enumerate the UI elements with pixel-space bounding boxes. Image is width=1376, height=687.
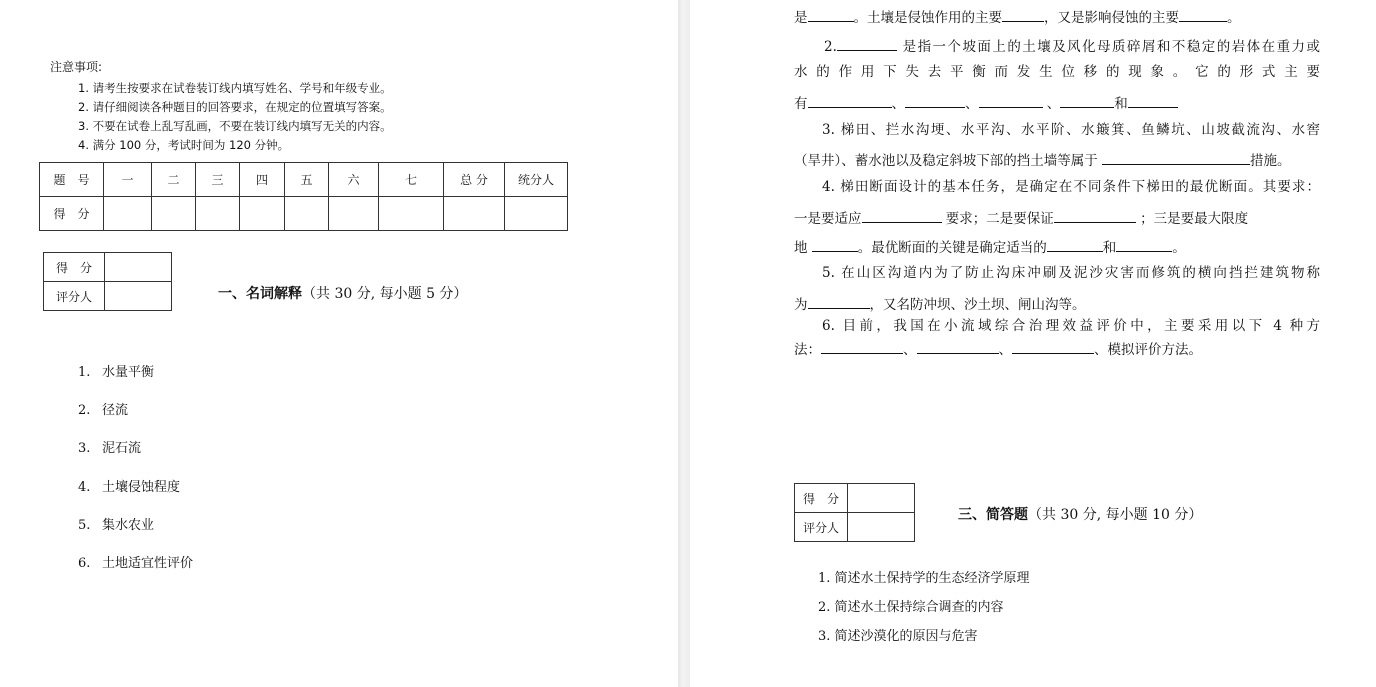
- answer-blank[interactable]: [1047, 239, 1103, 252]
- notes-title: 注意事项:: [50, 60, 103, 74]
- fill-line: 6. 目前，我国在小流域综合治理效益评价中，主要采用以下 4 种方: [822, 318, 1320, 334]
- grader-label: 评分人: [795, 513, 848, 542]
- answer-blank[interactable]: [1002, 9, 1044, 22]
- fill-line: （旱井）、蓄水池以及稳定斜坡下部的挡土墙等属于 措施。: [794, 153, 1291, 169]
- table-cell: 总 分: [444, 163, 505, 197]
- answer-blank[interactable]: [917, 341, 999, 354]
- grader-input-cell[interactable]: [105, 282, 172, 311]
- table-cell: 统分人: [505, 163, 568, 197]
- table-cell: 一: [104, 163, 152, 197]
- fill-line: 5. 在山区沟道内为了防止沟床冲刷及泥沙灾害而修筑的横向挡拦建筑物称: [822, 265, 1320, 281]
- score-input-cell[interactable]: [152, 197, 196, 231]
- fill-line: 有 、 、 、 和: [794, 95, 1320, 112]
- score-input-cell[interactable]: [104, 197, 152, 231]
- score-input-cell[interactable]: [848, 484, 915, 513]
- answer-blank[interactable]: [1179, 9, 1227, 22]
- note-item: 2. 请仔细阅读各种题目的回答要求，在规定的位置填写答案。: [78, 100, 392, 114]
- grader-label: 评分人: [44, 282, 105, 311]
- exam-page-left: [0, 0, 678, 687]
- score-label: 得 分: [795, 484, 848, 513]
- note-item: 4. 满分 100 分，考试时间为 120 分钟。: [78, 138, 290, 152]
- answer-blank[interactable]: [1054, 210, 1136, 223]
- fill-line: 一是要适应 要求；二是要保证 ；三是要最大限度: [794, 211, 1249, 227]
- score-input-cell[interactable]: [285, 197, 329, 231]
- grader-input-cell[interactable]: [848, 513, 915, 542]
- table-cell: 四: [240, 163, 285, 197]
- page-gutter: [678, 0, 690, 687]
- score-table-score-row: [40, 197, 568, 231]
- table-cell: 三: [196, 163, 240, 197]
- answer-blank[interactable]: [979, 95, 1043, 108]
- answer-blank[interactable]: [837, 38, 897, 51]
- section-heading: 一、名词解释: [218, 286, 302, 302]
- score-input-cell[interactable]: [329, 197, 379, 231]
- list-item: 6. 土地适宜性评价: [78, 556, 194, 571]
- fill-line: 地 。最优断面的关键是确定适当的 和 。: [794, 240, 1186, 256]
- answer-blank[interactable]: [905, 95, 965, 108]
- answer-blank[interactable]: [1060, 95, 1114, 108]
- fill-line: 水的作用下失去平衡而发生位移的现象。它的形式主要: [794, 64, 1320, 80]
- grader-table: [794, 483, 915, 542]
- fill-line: 法： 、 、 、模拟评价方法。: [794, 342, 1202, 358]
- score-label: 得 分: [44, 253, 105, 282]
- section-note: （共 30 分, 每小题 5 分）: [302, 286, 468, 302]
- score-input-cell[interactable]: [240, 197, 285, 231]
- list-item: 2. 简述水土保持综合调查的内容: [818, 600, 1004, 615]
- table-cell: 题 号: [40, 163, 104, 197]
- score-input-cell[interactable]: [379, 197, 444, 231]
- answer-blank[interactable]: [1102, 152, 1250, 165]
- list-item: 3. 泥石流: [78, 441, 142, 456]
- fill-line: 4. 梯田断面设计的基本任务，是确定在不同条件下梯田的最优断面。其要求：: [822, 179, 1320, 195]
- answer-blank[interactable]: [808, 95, 892, 108]
- list-item: 5. 集水农业: [78, 518, 155, 533]
- table-cell: 五: [285, 163, 329, 197]
- answer-blank[interactable]: [808, 296, 870, 309]
- answer-blank[interactable]: [808, 9, 854, 22]
- table-cell: 七: [379, 163, 444, 197]
- section-title: [218, 283, 467, 303]
- note-item: 3. 不要在试卷上乱写乱画，不要在装订线内填写无关的内容。: [78, 119, 392, 133]
- list-item: 4. 土壤侵蚀程度: [78, 480, 181, 495]
- fill-line: 2. 是指一个坡面上的土壤及风化母质碎屑和不稳定的岩体在重力或: [824, 39, 1320, 55]
- answer-blank[interactable]: [862, 210, 942, 223]
- table-cell: 六: [329, 163, 379, 197]
- list-item: 2. 径流: [78, 403, 129, 418]
- answer-blank[interactable]: [1128, 95, 1178, 108]
- score-input-cell[interactable]: [105, 253, 172, 282]
- score-input-cell[interactable]: [196, 197, 240, 231]
- table-cell: 得 分: [40, 197, 104, 231]
- list-item: 3. 简述沙漠化的原因与危害: [818, 629, 978, 644]
- answer-blank[interactable]: [1116, 239, 1172, 252]
- answer-blank[interactable]: [821, 341, 903, 354]
- list-item: 1. 简述水土保持学的生态经济学原理: [818, 571, 1030, 586]
- grader-table: [43, 252, 172, 311]
- score-table: [39, 162, 568, 231]
- list-item: 1. 水量平衡: [78, 365, 155, 380]
- section-heading: 三、简答题: [958, 507, 1028, 523]
- score-input-cell[interactable]: [505, 197, 568, 231]
- score-table-header-row: [40, 163, 568, 197]
- note-item: 1. 请考生按要求在试卷装订线内填写姓名、学号和年级专业。: [78, 81, 392, 95]
- answer-blank[interactable]: [812, 239, 858, 252]
- fill-line: 是 。土壤是侵蚀作用的主要 ，又是影响侵蚀的主要 。: [794, 10, 1241, 26]
- table-cell: 二: [152, 163, 196, 197]
- section-title: [958, 504, 1202, 524]
- answer-blank[interactable]: [1012, 341, 1094, 354]
- section-note: （共 30 分, 每小题 10 分）: [1028, 507, 1203, 523]
- score-input-cell[interactable]: [444, 197, 505, 231]
- fill-line: 为 ，又名防冲坝、沙土坝、闸山沟等。: [794, 297, 1086, 313]
- fill-line: 3. 梯田、拦水沟埂、水平沟、水平阶、水簸箕、鱼鳞坑、山坡截流沟、水窖: [822, 122, 1320, 138]
